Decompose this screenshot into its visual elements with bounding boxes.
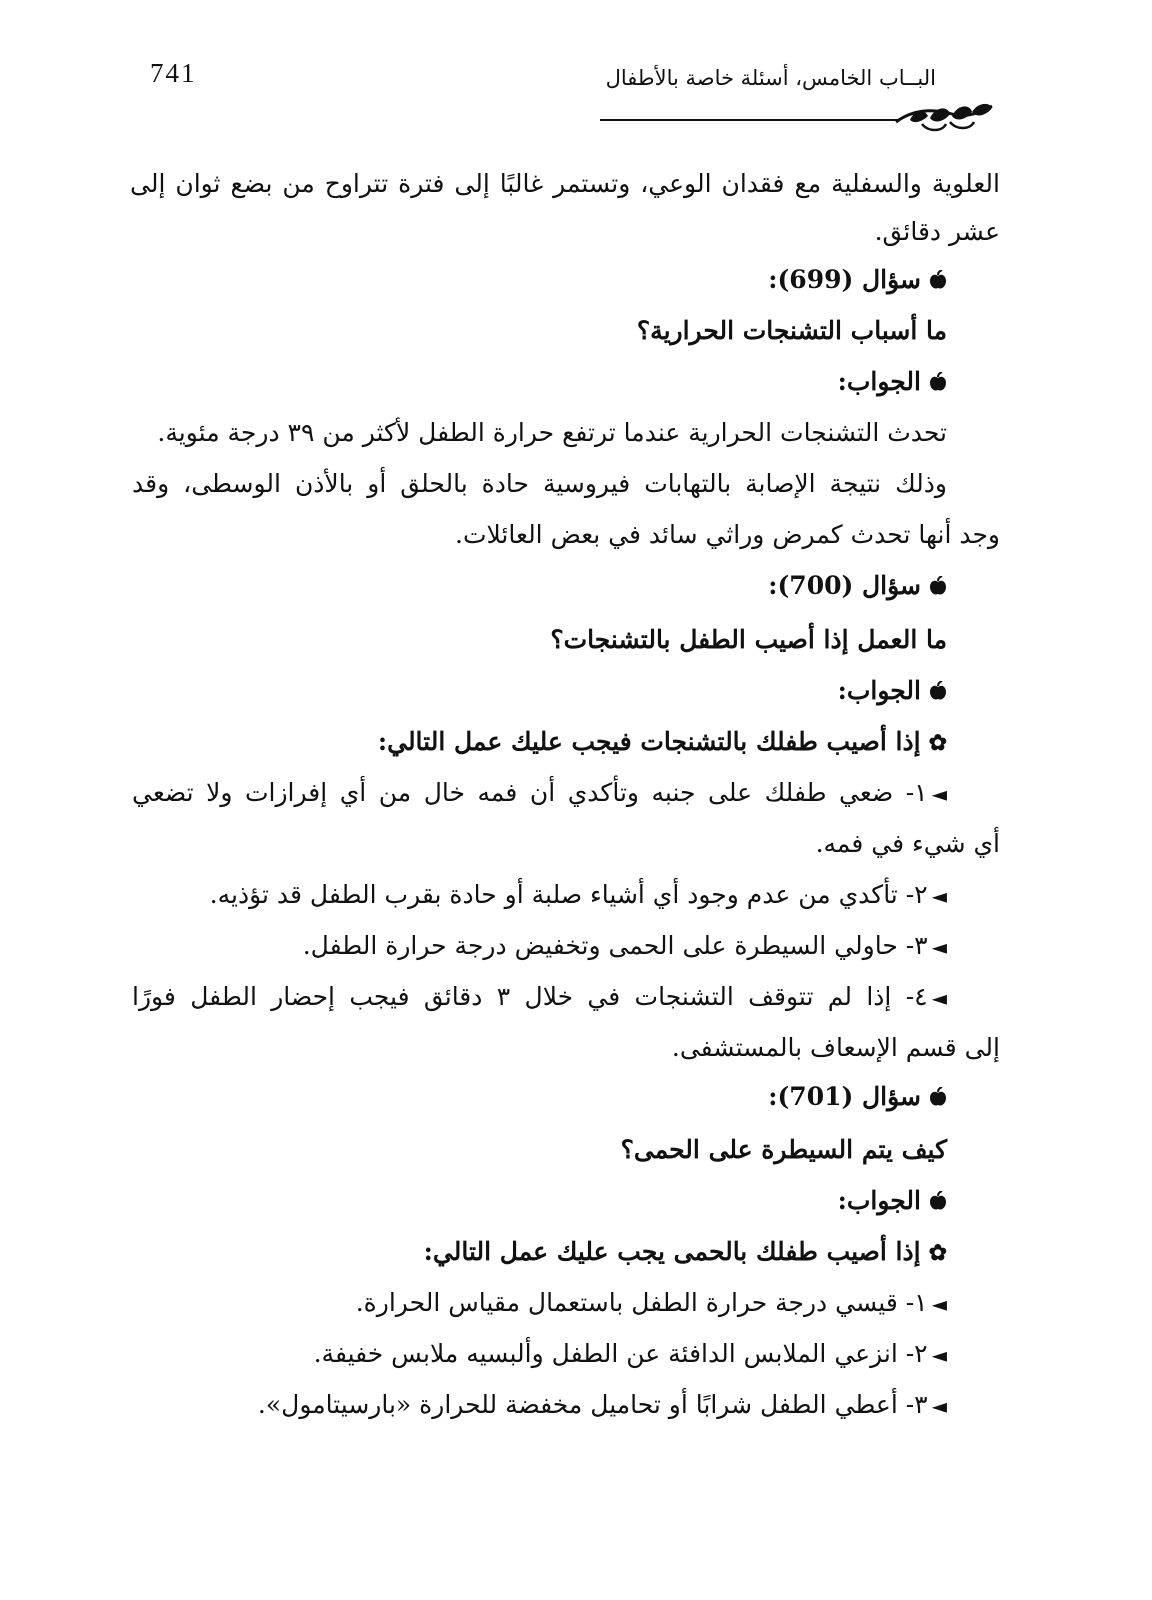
arrow-icon: ◄ [931, 986, 947, 1010]
list-item [132, 980, 947, 1015]
question-heading [768, 263, 947, 297]
question-text: ما العمل إذا أصيب الطفل بالتشنجات؟ [550, 625, 947, 654]
page-number: 741 [150, 58, 197, 88]
apple-icon [929, 681, 947, 701]
answer-heading [838, 365, 947, 399]
paragraph-line: وذلك نتيجة الإصابة بالتهابات فيروسية حادة بالحلق أو بالأذن الوسطى، وقد [132, 469, 947, 498]
question-heading [768, 569, 947, 603]
answer-heading [838, 1184, 947, 1218]
apple-icon [929, 1191, 947, 1211]
question-text: كيف يتم السيطرة على الحمى؟ [620, 1135, 947, 1164]
list-item [356, 1286, 947, 1321]
apple-icon [929, 270, 947, 290]
running-head: البــاب الخامس، أسئلة خاصة بالأطفال [605, 66, 936, 90]
list-item-text: ٤- إذا لم تتوقف التشنجات في خلال ٣ دقائق فيجب إحضار الطفل فورًا [132, 982, 928, 1011]
leaf-ornament-icon [892, 100, 996, 136]
paragraph-line: إلى قسم الإسعاف بالمستشفى. [671, 1033, 1000, 1062]
list-item-text: ٣- أعطي الطفل شرابًا أو تحاميل مخفضة للحرارة «بارسيتامول». [257, 1390, 928, 1419]
apple-icon [929, 372, 947, 392]
question-heading [768, 1080, 947, 1114]
list-item [210, 878, 947, 913]
intro-line [424, 1235, 947, 1270]
list-item [303, 929, 947, 964]
arrow-icon: ◄ [931, 884, 947, 908]
paragraph-line: أي شيء في فمه. [815, 829, 1000, 858]
question-label: سؤال (701): [768, 1082, 921, 1111]
question-text: ما أسباب التشنجات الحرارية؟ [636, 316, 947, 345]
question-label: سؤال (699): [768, 265, 921, 294]
intro-text: إذا أصيب طفلك بالحمى يجب عليك عمل التالي: [423, 1237, 921, 1266]
list-item-text: ٢- انزعي الملابس الدافئة عن الطفل وألبسيه ملابس خفيفة. [313, 1339, 928, 1368]
answer-label: الجواب: [837, 676, 921, 705]
arrow-icon: ◄ [931, 935, 947, 959]
paragraph-line: وجد أنها تحدث كمرض وراثي سائد في بعض العائلات. [455, 520, 1000, 549]
apple-icon [929, 576, 947, 596]
list-item-text: ١- ضعي طفلك على جنبه وتأكدي أن فمه خال من أي إفرازات ولا تضعي [132, 778, 928, 807]
flower-icon: ✿ [928, 1240, 947, 1266]
list-item-text: ١- قيسي درجة حرارة الطفل باستعمال مقياس الحرارة. [355, 1288, 928, 1317]
intro-line [378, 725, 947, 760]
paragraph-line: تحدث التشنجات الحرارية عندما ترتفع حرارة الطفل لأكثر من ٣٩ درجة مئوية. [157, 418, 947, 447]
header-rule [600, 119, 900, 121]
flower-icon: ✿ [928, 730, 947, 756]
list-item [314, 1337, 947, 1372]
paragraph-line: العلوية والسفلية مع فقدان الوعي، وتستمر غالبًا إلى فترة تتراوح من بضع ثوان إلى [130, 169, 1000, 198]
list-item [258, 1388, 947, 1423]
arrow-icon: ◄ [931, 782, 947, 806]
list-item-text: ٢- تأكدي من عدم وجود أي أشياء صلبة أو حادة بقرب الطفل قد تؤذيه. [209, 880, 928, 909]
intro-text: إذا أصيب طفلك بالتشنجات فيجب عليك عمل التالي: [377, 727, 921, 756]
answer-label: الجواب: [837, 367, 921, 396]
question-label: سؤال (700): [768, 571, 921, 600]
apple-icon [929, 1087, 947, 1107]
list-item-text: ٣- حاولي السيطرة على الحمى وتخفيض درجة حرارة الطفل. [302, 931, 928, 960]
arrow-icon: ◄ [931, 1343, 947, 1367]
answer-label: الجواب: [837, 1186, 921, 1215]
arrow-icon: ◄ [931, 1394, 947, 1418]
paragraph-line: عشر دقائق. [874, 217, 1000, 246]
answer-heading [838, 674, 947, 708]
list-item [132, 776, 947, 811]
arrow-icon: ◄ [931, 1292, 947, 1316]
